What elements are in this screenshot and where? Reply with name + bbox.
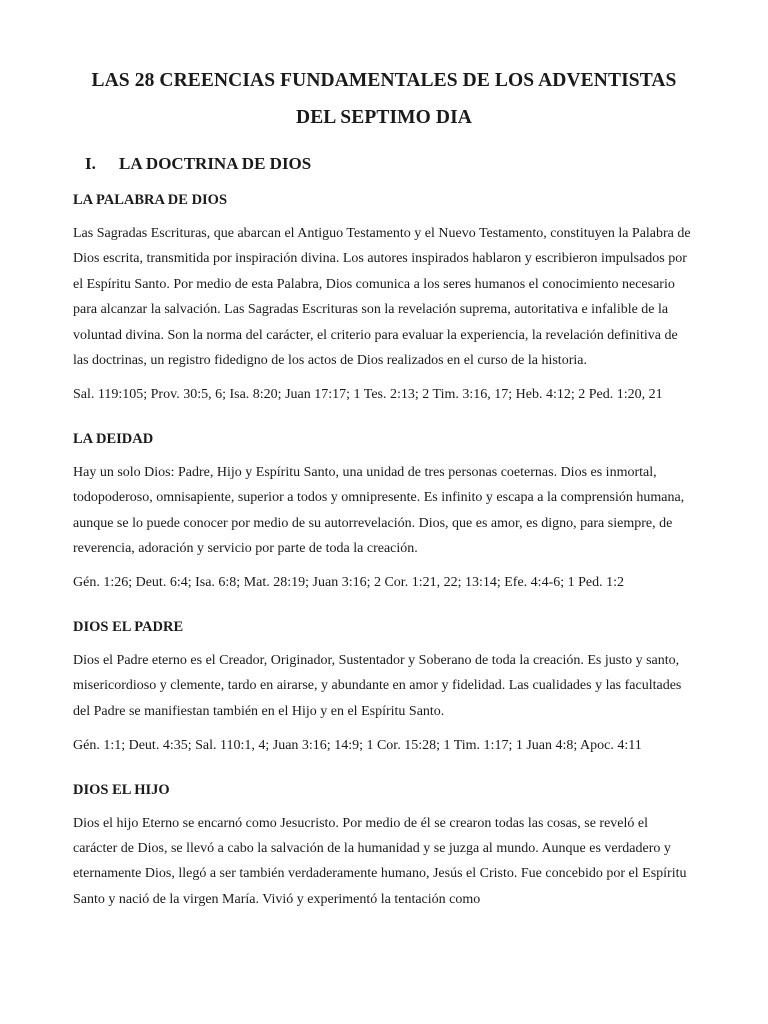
section-heading xyxy=(85,154,695,174)
article-dios-el-hijo xyxy=(73,780,695,913)
article-heading: DIOS EL HIJO xyxy=(73,781,170,798)
title-line-2: DEL SEPTIMO DIA xyxy=(296,107,472,128)
document-page xyxy=(73,62,695,912)
article-la-deidad xyxy=(73,429,695,596)
article-body: Dios el Padre eterno es el Creador, Originador, Sustentador y Soberano de toda la creación. Es justo y santo, misericordioso y clemente, tardo en airarse, y abundante en amor y fidelidad. Las cualidades y las facultades del Padre se manifiestan también en el Hijo y en el Espíritu Santo. xyxy=(73,652,682,719)
section-title: LA DOCTRINA DE DIOS xyxy=(119,154,312,173)
article-heading: DIOS EL PADRE xyxy=(73,618,184,635)
section-number: I. xyxy=(85,154,96,173)
title-line-1: LAS 28 CREENCIAS FUNDAMENTALES DE LOS ADVENTISTAS xyxy=(91,70,677,91)
article-references: Gén. 1:26; Deut. 6:4; Isa. 6:8; Mat. 28:19; Juan 3:16; 2 Cor. 1:21, 22; 13:14; Efe. 4:4-6; 1 Ped. 1:2 xyxy=(73,575,625,591)
article-heading: LA DEIDAD xyxy=(73,430,154,447)
article-references: Sal. 119:105; Prov. 30:5, 6; Isa. 8:20; Juan 17:17; 1 Tes. 2:13; 2 Tim. 3:16, 17; Heb. 4:12; 2 Ped. 1:20, 21 xyxy=(73,387,663,403)
article-body: Hay un solo Dios: Padre, Hijo y Espíritu Santo, una unidad de tres personas coeternas. Dios es inmortal, todopoderoso, omnisapiente, superior a todos y omnipresente. Es infinito y escapa a la comprensión humana, aunque se lo puede conocer por medio de su autorrevelación. Dios, que es amor, es digno, para siempre, de reverencia, adoración y servicio por parte de toda la creación. xyxy=(73,464,685,557)
article-references: Gén. 1:1; Deut. 4:35; Sal. 110:1, 4; Juan 3:16; 14:9; 1 Cor. 15:28; 1 Tim. 1:17; 1 Juan 4:8; Apoc. 4:11 xyxy=(73,738,642,754)
article-dios-el-padre xyxy=(73,617,695,759)
article-heading: LA PALABRA DE DIOS xyxy=(73,192,228,208)
article-body: Las Sagradas Escrituras, que abarcan el Antiguo Testamento y el Nuevo Testamento, constituyen la Palabra de Dios escrita, transmitida por inspiración divina. Los autores inspirados hablaron y escribieron impulsados por el Espíritu Santo. Por medio de esta Palabra, Dios comunica a los seres humanos el conocimiento necesario para alcanzar la salvación. Las Sagradas Escrituras son la revelación suprema, autoritativa e infalible de la voluntad divina. Son la norma del carácter, el criterio para evaluar la experiencia, la revelación definitiva de las doctrinas, un registro fidedigno de los actos de Dios realizados en el curso de la historia. xyxy=(73,226,691,369)
article-palabra-de-dios xyxy=(73,190,695,408)
document-title xyxy=(73,62,695,136)
article-body: Dios el hijo Eterno se encarnó como Jesucristo. Por medio de él se crearon todas las cosas, se reveló el carácter de Dios, se llevó a cabo la salvación de la humanidad y se juzga al mundo. Aunque es verdadero y eternamente Dios, llegó a ser también verdaderamente humano, Jesús el Cristo. Fue concebido por el Espíritu Santo y nació de la virgen María. Vivió y experimentó la tentación como xyxy=(73,815,687,907)
